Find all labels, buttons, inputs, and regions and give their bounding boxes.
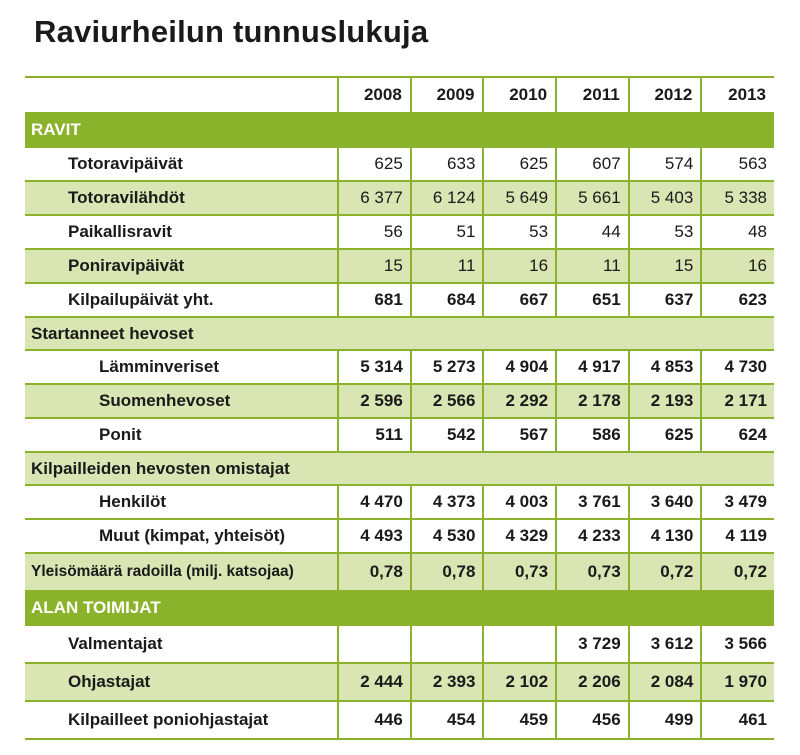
table-cell: 16 [483, 249, 556, 283]
row-label: Poniravipäivät [25, 249, 338, 283]
table-cell: 633 [411, 147, 484, 181]
section-label: Kilpailleiden hevosten omistajat [25, 452, 774, 485]
table-cell: 4 119 [701, 519, 774, 553]
table-cell: 625 [629, 418, 702, 452]
year-header: 2013 [701, 77, 774, 113]
table-cell: 2 171 [701, 384, 774, 418]
table-cell: 15 [629, 249, 702, 283]
table-cell: 2 566 [411, 384, 484, 418]
table-cell: 607 [556, 147, 629, 181]
table-cell: 4 233 [556, 519, 629, 553]
section-header-alan-toimijat [25, 591, 774, 625]
table-cell: 4 003 [483, 485, 556, 519]
row-label: Totoravilähdöt [25, 181, 338, 215]
table-cell: 44 [556, 215, 629, 249]
table-cell: 567 [483, 418, 556, 452]
table-cell: 3 761 [556, 485, 629, 519]
subsection-header-omistajat [25, 452, 774, 485]
table-cell: 574 [629, 147, 702, 181]
table-cell: 2 193 [629, 384, 702, 418]
row-label: Kilpailupäivät yht. [25, 283, 338, 317]
subsection-header-startanneet [25, 317, 774, 350]
row-label: Ponit [25, 418, 338, 452]
table-cell: 624 [701, 418, 774, 452]
row-label: Henkilöt [25, 485, 338, 519]
table-cell: 2 292 [483, 384, 556, 418]
row-label: Totoravipäivät [25, 147, 338, 181]
table-row [25, 485, 774, 519]
table-cell: 459 [483, 701, 556, 739]
table-cell: 0,72 [701, 553, 774, 591]
table-cell: 446 [338, 701, 411, 739]
table-cell: 4 130 [629, 519, 702, 553]
table-cell: 4 917 [556, 350, 629, 384]
section-label: Startanneet hevoset [25, 317, 774, 350]
table-cell: 4 470 [338, 485, 411, 519]
table-cell: 651 [556, 283, 629, 317]
table-cell: 56 [338, 215, 411, 249]
table-cell: 586 [556, 418, 629, 452]
table-cell: 51 [411, 215, 484, 249]
row-label: Lämminveriset [25, 350, 338, 384]
table-cell: 53 [483, 215, 556, 249]
year-header: 2011 [556, 77, 629, 113]
table-cell: 15 [338, 249, 411, 283]
table-cell: 499 [629, 701, 702, 739]
table-row [25, 283, 774, 317]
table-row [25, 147, 774, 181]
table-cell: 2 206 [556, 663, 629, 701]
table-cell: 4 853 [629, 350, 702, 384]
section-label: RAVIT [25, 113, 774, 147]
table-row [25, 350, 774, 384]
table-cell [338, 625, 411, 663]
table-row [25, 384, 774, 418]
table-cell: 4 493 [338, 519, 411, 553]
table-cell: 4 329 [483, 519, 556, 553]
table-cell: 5 314 [338, 350, 411, 384]
table-cell: 1 970 [701, 663, 774, 701]
table-cell: 11 [411, 249, 484, 283]
row-label: Yleisömäärä radoilla (milj. katsojaa) [25, 553, 338, 591]
table-cell: 2 084 [629, 663, 702, 701]
table-cell: 3 612 [629, 625, 702, 663]
table-cell: 0,73 [483, 553, 556, 591]
section-label: ALAN TOIMIJAT [25, 591, 774, 625]
year-header-row [25, 77, 774, 113]
table-cell [483, 625, 556, 663]
table-cell: 11 [556, 249, 629, 283]
table-row [25, 625, 774, 663]
table-cell: 2 393 [411, 663, 484, 701]
section-header-ravit [25, 113, 774, 147]
table-cell: 542 [411, 418, 484, 452]
header-corner [25, 77, 338, 113]
year-header: 2008 [338, 77, 411, 113]
table-row [25, 181, 774, 215]
table-cell: 16 [701, 249, 774, 283]
year-header: 2009 [411, 77, 484, 113]
table-cell [411, 625, 484, 663]
table-cell: 625 [338, 147, 411, 181]
table-cell: 4 904 [483, 350, 556, 384]
table-cell: 681 [338, 283, 411, 317]
statistics-table [25, 76, 774, 740]
table-cell: 684 [411, 283, 484, 317]
table-cell: 625 [483, 147, 556, 181]
row-label: Paikallisravit [25, 215, 338, 249]
year-header: 2012 [629, 77, 702, 113]
row-label: Valmentajat [25, 625, 338, 663]
year-header: 2010 [483, 77, 556, 113]
table-cell: 5 403 [629, 181, 702, 215]
table-cell: 563 [701, 147, 774, 181]
table-cell: 0,78 [411, 553, 484, 591]
table-cell: 3 729 [556, 625, 629, 663]
table-cell: 3 640 [629, 485, 702, 519]
table-cell: 511 [338, 418, 411, 452]
table-cell: 3 479 [701, 485, 774, 519]
table-cell: 456 [556, 701, 629, 739]
table-row [25, 663, 774, 701]
table-cell: 454 [411, 701, 484, 739]
table-cell: 2 596 [338, 384, 411, 418]
row-label: Ohjastajat [25, 663, 338, 701]
table-row [25, 553, 774, 591]
row-label: Suomenhevoset [25, 384, 338, 418]
table-row [25, 215, 774, 249]
table-cell: 5 649 [483, 181, 556, 215]
table-cell: 5 273 [411, 350, 484, 384]
table-cell: 623 [701, 283, 774, 317]
table-cell: 0,72 [629, 553, 702, 591]
table-cell: 6 377 [338, 181, 411, 215]
row-label: Muut (kimpat, yhteisöt) [25, 519, 338, 553]
table-row [25, 249, 774, 283]
table-cell: 5 338 [701, 181, 774, 215]
row-label: Kilpailleet poniohjastajat [25, 701, 338, 739]
table-row [25, 701, 774, 739]
page-title: Raviurheilun tunnuslukuja [34, 14, 429, 49]
table-cell: 461 [701, 701, 774, 739]
table-cell: 53 [629, 215, 702, 249]
table-row [25, 418, 774, 452]
table-cell: 4 373 [411, 485, 484, 519]
table-cell: 4 530 [411, 519, 484, 553]
table-cell: 2 178 [556, 384, 629, 418]
table-cell: 4 730 [701, 350, 774, 384]
table-cell: 6 124 [411, 181, 484, 215]
table-cell: 2 102 [483, 663, 556, 701]
table-row [25, 519, 774, 553]
table-cell: 637 [629, 283, 702, 317]
table-cell: 48 [701, 215, 774, 249]
table-cell: 667 [483, 283, 556, 317]
table-cell: 0,78 [338, 553, 411, 591]
table-cell: 0,73 [556, 553, 629, 591]
table-cell: 5 661 [556, 181, 629, 215]
table-cell: 3 566 [701, 625, 774, 663]
table-cell: 2 444 [338, 663, 411, 701]
